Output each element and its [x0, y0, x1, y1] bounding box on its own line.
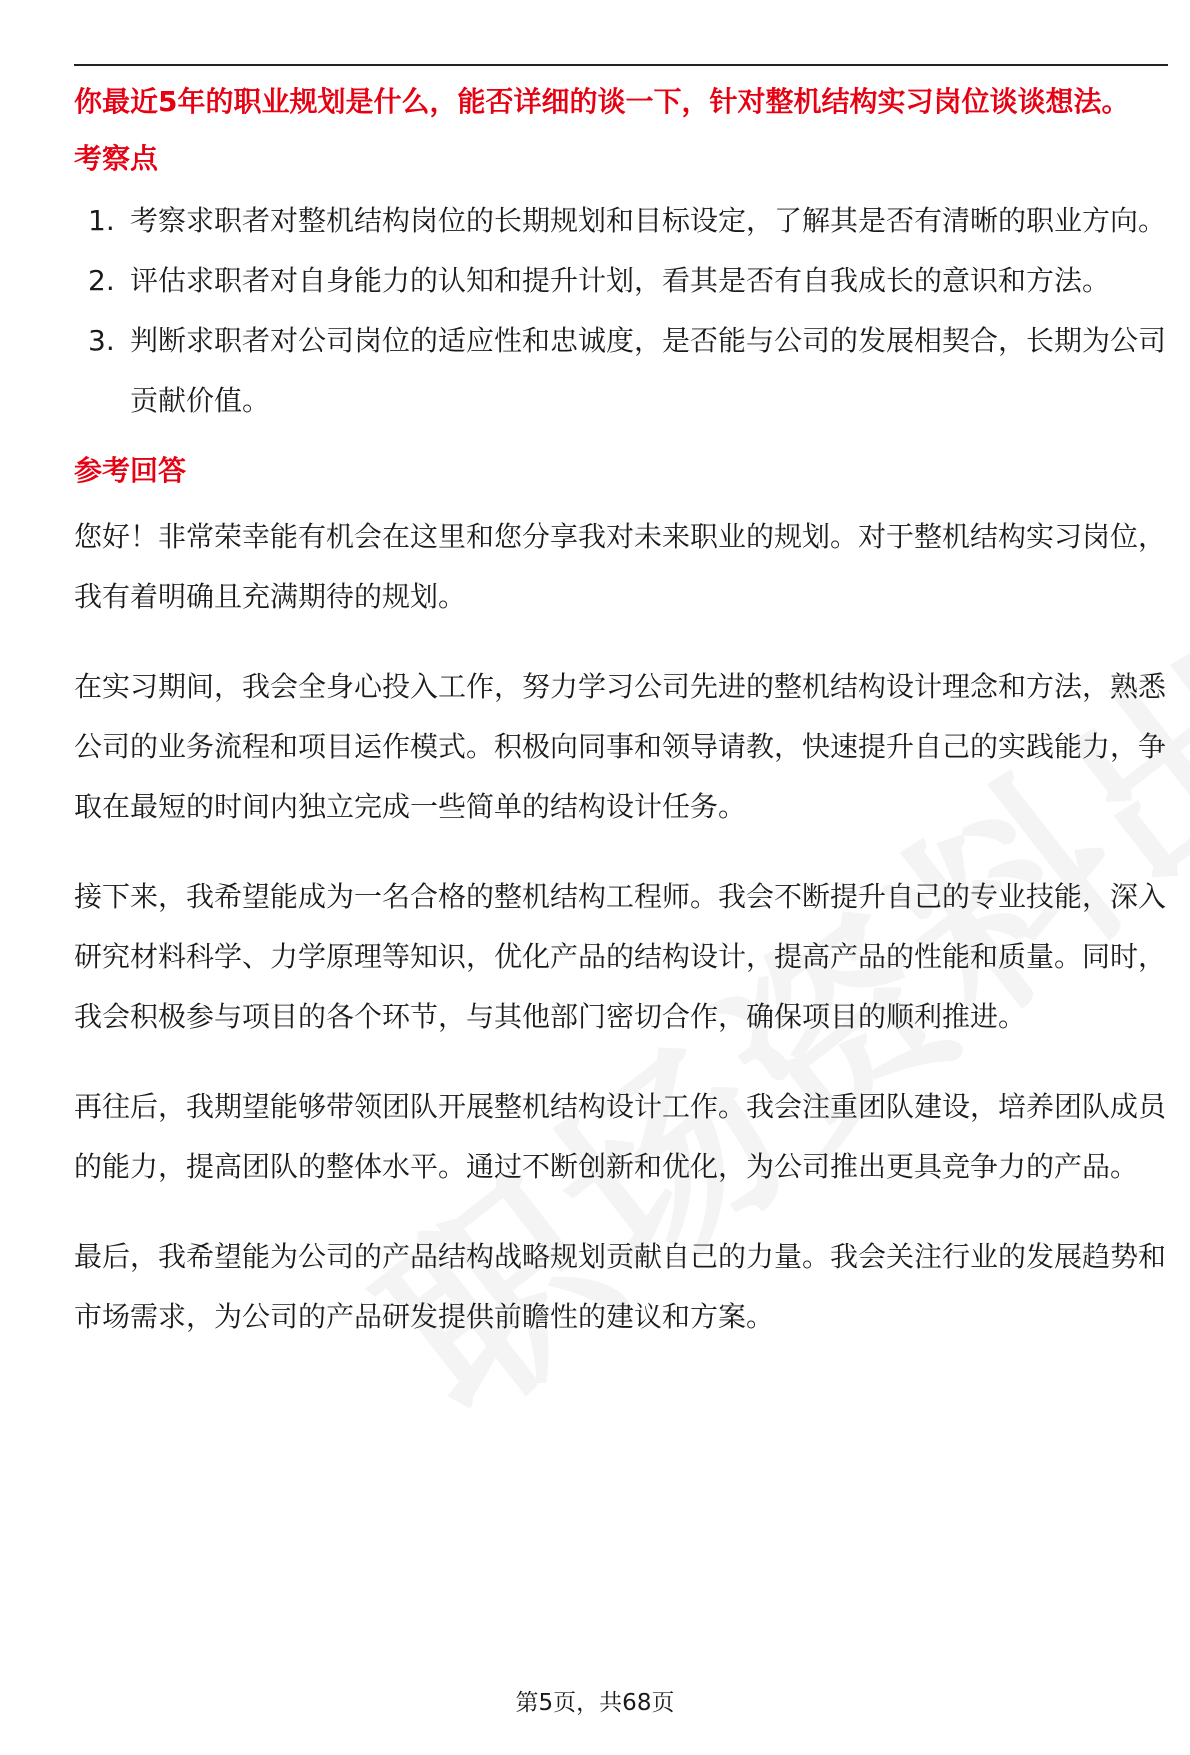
question-title: 你最近5年的职业规划是什么，能否详细的谈一下，针对整机结构实习岗位谈谈想法。: [74, 85, 1130, 118]
list-item: [74, 191, 1168, 251]
answer-paragraph: 您好！非常荣幸能有机会在这里和您分享我对未来职业的规划。对于整机结构实习岗位，我有着明确且充满期待的规划。: [74, 520, 1167, 613]
answer-paragraph: 在实习期间，我会全身心投入工作，努力学习公司先进的整机结构设计理念和方法，熟悉公司的业务流程和项目运作模式。积极向同事和领导请教，快速提升自己的实践能力，争取在最短的时间内独立完成一些简单的结构设计任务。: [74, 670, 1167, 823]
points-list: [74, 191, 1168, 431]
list-item-text: 评估求职者对自身能力的认知和提升计划，看其是否有自我成长的意识和方法。: [130, 264, 1111, 297]
main-content: [74, 84, 1168, 1347]
answer-paragraph: 最后，我希望能为公司的产品结构战略规划贡献自己的力量。我会关注行业的发展趋势和市场需求，为公司的产品研发提供前瞻性的建议和方案。: [74, 1240, 1167, 1333]
answer-paragraph: 接下来，我希望能成为一名合格的整机结构工程师。我会不断提升自己的专业技能，深入研究材料科学、力学原理等知识，优化产品的结构设计，提高产品的性能和质量。同时，我会积极参与项目的各个环节，与其他部门密切合作，确保项目的顺利推进。: [74, 880, 1167, 1033]
list-item-text: 判断求职者对公司岗位的适应性和忠诚度，是否能与公司的发展相契合，长期为公司贡献价值。: [130, 324, 1167, 417]
list-item: [74, 311, 1168, 431]
points-heading: 考察点: [74, 142, 159, 175]
answer-heading: 参考回答: [74, 454, 187, 487]
top-divider: [74, 64, 1168, 66]
list-item-number: 2.: [88, 264, 115, 297]
list-item: [74, 251, 1168, 311]
page-number: 第5页，共68页: [515, 1690, 675, 1716]
list-item-text: 考察求职者对整机结构岗位的长期规划和目标设定，了解其是否有清晰的职业方向。: [130, 204, 1167, 237]
list-item-number: 1.: [88, 204, 115, 237]
answer-paragraph: 再往后，我期望能够带领团队开展整机结构设计工作。我会注重团队建设，培养团队成员的能力，提高团队的整体水平。通过不断创新和优化，为公司推出更具竞争力的产品。: [74, 1090, 1167, 1183]
list-item-number: 3.: [88, 324, 115, 357]
